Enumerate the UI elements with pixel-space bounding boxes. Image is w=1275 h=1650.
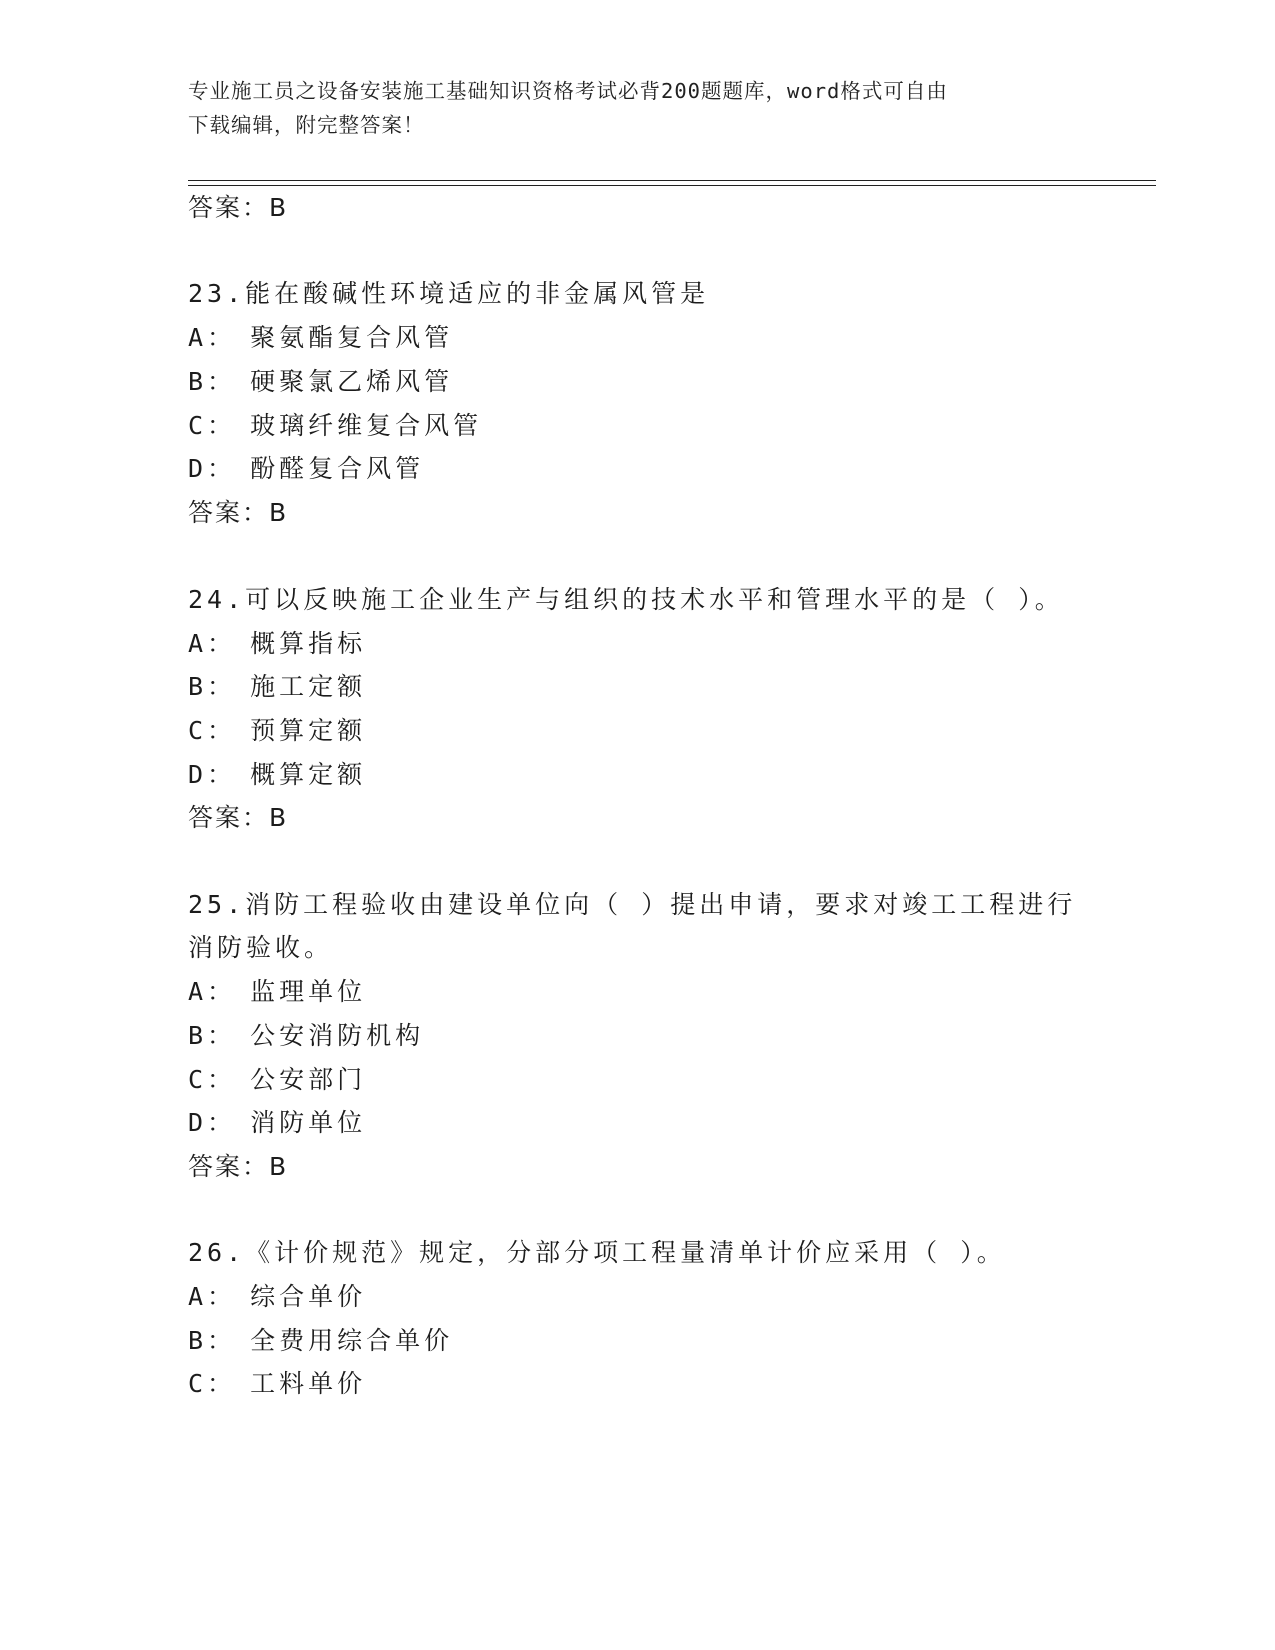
option-key: A： [188,1282,237,1311]
option-key: D： [188,454,237,483]
question-23-option-a [188,322,453,354]
question-25-option-b [188,1020,424,1052]
header-divider-bottom [188,185,1156,186]
option-text: 工料单价 [250,1369,367,1398]
question-23-answer: 答案：B [188,498,289,527]
option-key: B： [188,367,237,396]
option-key: C： [188,1369,237,1398]
option-text: 监理单位 [250,977,367,1006]
question-25-option-c [188,1064,366,1096]
option-key: B： [188,1021,237,1050]
header-line-1: 专业施工员之设备安装施工基础知识资格考试必背200题题库，word格式可自由 [188,79,948,103]
question-23-option-d [188,453,424,485]
option-key: C： [188,1065,237,1094]
option-text: 消防单位 [250,1108,367,1137]
option-key: A： [188,323,237,352]
question-24-answer: 答案：B [188,803,289,832]
option-text: 酚醛复合风管 [250,454,425,483]
question-26-stem: 26.《计价规范》规定，分部分项工程量清单计价应采用（ ）。 [188,1238,1006,1267]
option-text: 施工定额 [250,672,367,701]
question-24-stem: 24.可以反映施工企业生产与组织的技术水平和管理水平的是（ ）。 [188,585,1064,614]
question-23-option-c [188,410,482,442]
option-text: 全费用综合单价 [250,1326,454,1355]
question-25-answer: 答案：B [188,1152,289,1181]
option-key: D： [188,1108,237,1137]
question-25-option-d [188,1107,366,1139]
option-key: D： [188,760,237,789]
option-text: 预算定额 [250,716,367,745]
option-key: A： [188,629,237,658]
option-text: 综合单价 [250,1282,367,1311]
question-26-option-c [188,1368,366,1400]
question-25-option-a [188,976,366,1008]
question-23-stem: 23.能在酸碱性环境适应的非金属风管是 [188,279,710,308]
option-key: B： [188,1326,237,1355]
option-text: 聚氨酯复合风管 [250,323,454,352]
document-header [188,74,1088,142]
question-24-option-a [188,628,366,660]
option-key: C： [188,716,237,745]
option-key: B： [188,672,237,701]
question-25-stem-line-1: 25.消防工程验收由建设单位向（ ）提出申请，要求对竣工工程进行 [188,890,1077,919]
header-divider-top [188,180,1156,181]
answer-line: 答案：B [188,193,289,222]
option-text: 公安消防机构 [250,1021,425,1050]
option-text: 概算指标 [250,629,367,658]
option-key: A： [188,977,237,1006]
question-26-option-a [188,1281,366,1313]
question-26-option-b [188,1325,453,1357]
option-text: 公安部门 [250,1065,367,1094]
option-text: 玻璃纤维复合风管 [250,411,483,440]
option-key: C： [188,411,237,440]
question-24-option-b [188,671,366,703]
question-23-option-b [188,366,453,398]
question-24-option-d [188,759,366,791]
header-line-2: 下载编辑，附完整答案！ [188,113,425,137]
question-24-option-c [188,715,366,747]
option-text: 概算定额 [250,760,367,789]
option-text: 硬聚氯乙烯风管 [250,367,454,396]
question-25-stem-line-2: 消防验收。 [188,933,334,962]
